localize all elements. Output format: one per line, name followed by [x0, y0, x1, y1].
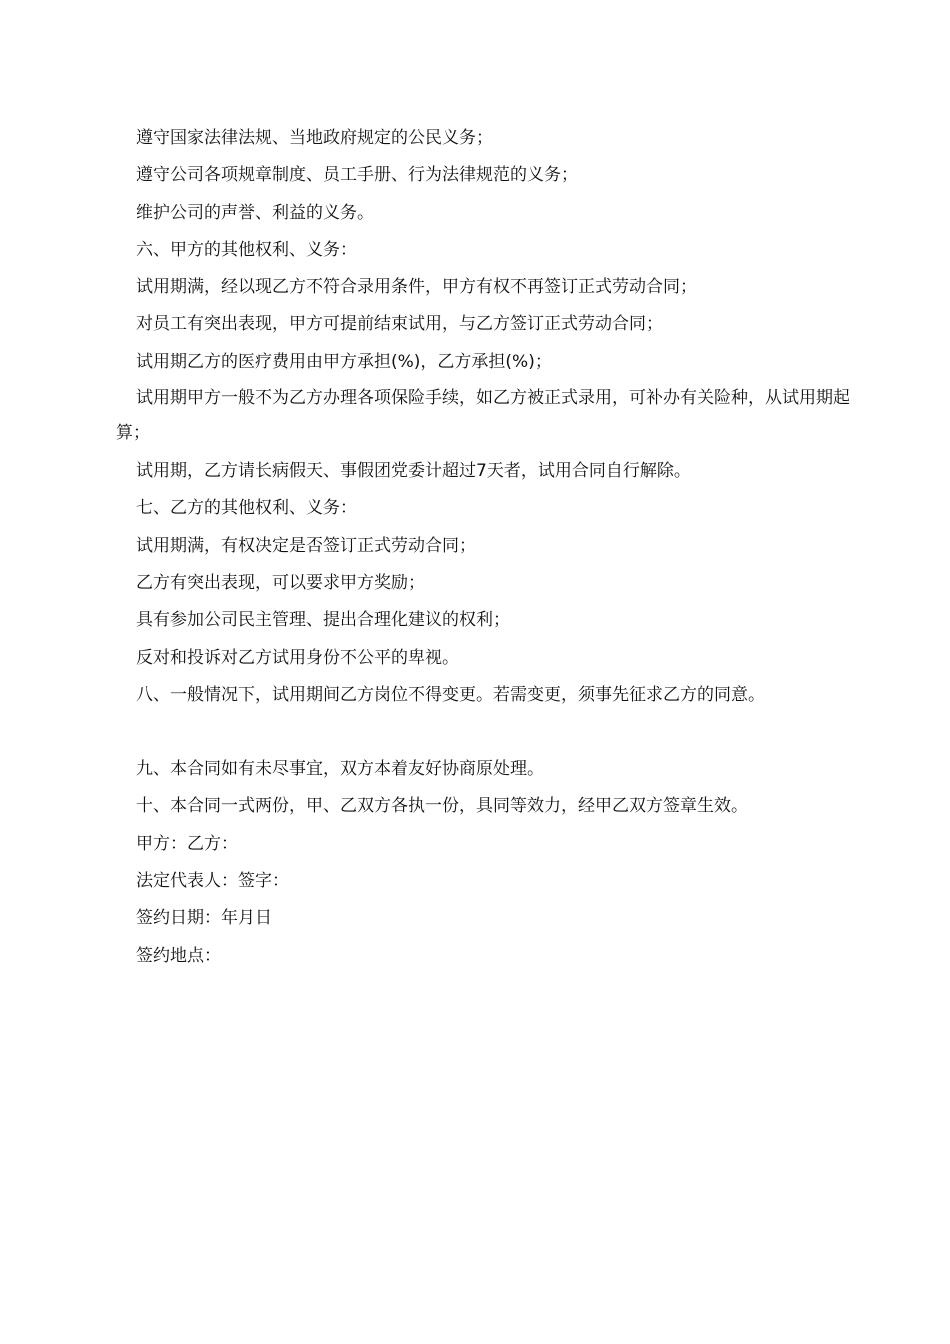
paragraph-reward: 乙方有突出表现，可以要求甲方奖励； [136, 572, 425, 593]
section-heading-eight: 八、一般情况下，试用期间乙方岗位不得变更。若需变更，须事先征求乙方的同意。 [136, 684, 765, 705]
section-heading-ten: 十、本合同一式两份，甲、乙双方各执一份，具同等效力，经甲乙双方签章生效。 [136, 796, 748, 817]
signature-location: 签约地点： [136, 945, 221, 966]
document-body [116, 120, 856, 975]
paragraph-civic-duty: 遵守国家法律法规、当地政府规定的公民义务； [136, 128, 493, 148]
paragraph-early-completion: 对员工有突出表现，甲方可提前结束试用，与乙方签订正式劳动合同； [136, 314, 663, 335]
paragraph-leave-termination: 试用期，乙方请长病假天、事假团党委计超过7天者，试用合同自行解除。 [136, 461, 691, 482]
paragraph-medical-costs: 试用期乙方的医疗费用由甲方承担(%)，乙方承担(%)； [136, 351, 552, 372]
section-heading-six: 六、甲方的其他权利、义务： [136, 239, 357, 260]
paragraph-company-rules: 遵守公司各项规章制度、员工手册、行为法律规范的义务； [136, 165, 578, 186]
paragraph-complaint: 反对和投诉对乙方试用身份不公平的卑视。 [136, 647, 459, 668]
signature-representative: 法定代表人：签字： [136, 871, 289, 892]
signature-date: 签约日期：年月日 [136, 908, 272, 929]
section-heading-seven: 七、乙方的其他权利、义务： [136, 498, 357, 519]
paragraph-probation-end: 试用期满，经以现乙方不符合录用条件，甲方有权不再签订正式劳动合同； [136, 277, 697, 298]
paragraph-contract-decision: 试用期满，有权决定是否签订正式劳动合同； [136, 535, 476, 556]
signature-parties: 甲方：乙方： [136, 833, 238, 854]
section-heading-nine: 九、本合同如有未尽事宜，双方本着友好协商原处理。 [136, 759, 544, 780]
paragraph-insurance: 试用期甲方一般不为乙方办理各项保险手续，如乙方被正式录用，可补办有关险种，从试用期起算； [116, 388, 850, 444]
paragraph-participation: 具有参加公司民主管理、提出合理化建议的权利； [136, 610, 510, 631]
paragraph-company-reputation: 维护公司的声誉、利益的义务。 [136, 202, 374, 223]
